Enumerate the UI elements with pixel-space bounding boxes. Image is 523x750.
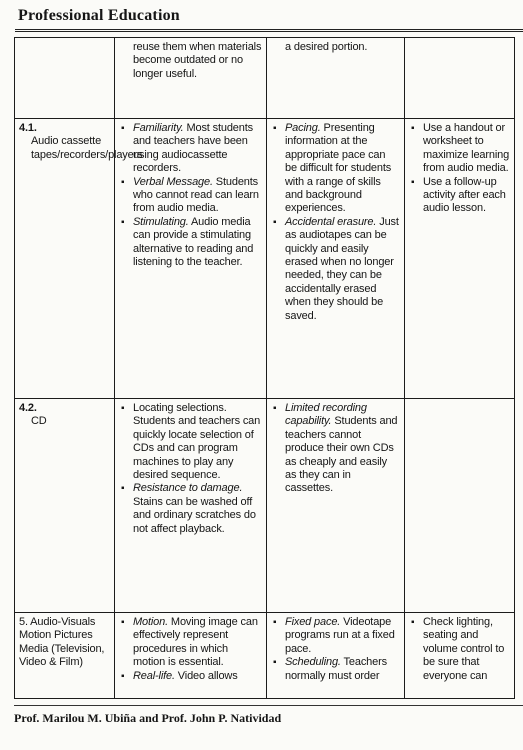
tips-cell xyxy=(405,38,515,119)
media-cell xyxy=(15,38,115,119)
header-rule xyxy=(15,29,523,32)
page-footer: Prof. Marilou M. Ubiña and Prof. John P. Natividad xyxy=(14,711,282,725)
tips-cell xyxy=(405,613,515,699)
limitations-cell xyxy=(267,613,405,699)
media-cell: 4.2. CD xyxy=(15,399,115,613)
table-row xyxy=(15,119,515,399)
advantages-cell xyxy=(115,399,267,613)
media-cell: 5. Audio-Visuals Motion Pictures Media (Television, Video & Film) xyxy=(15,613,115,699)
list-item: ▪ Stimulating. Audio media can provide a stimulating alternative to reading and listening to the teacher. xyxy=(119,216,262,270)
list-item: ▪ Use a follow-up activity after each audio lesson. xyxy=(409,176,510,216)
page-header xyxy=(0,4,523,34)
list-item: ▪ Locating selections. Students and teachers can quickly locate selection of CDs and can program machines to play any desired sequence. xyxy=(119,402,262,482)
list-item: ▪ Check lighting, seating and volume control to be sure that everyone can xyxy=(409,616,510,683)
list-item: ▪ Familiarity. Most students and teachers have been using audiocassette recorders. xyxy=(119,122,262,176)
advantages-cell xyxy=(115,613,267,699)
list-item: a desired portion. xyxy=(285,41,368,53)
list-item: ▪ Resistance to damage. Stains can be washed off and ordinary scratches do not affect playback. xyxy=(119,482,262,536)
advantages-cell xyxy=(115,38,267,119)
limitations-cell xyxy=(267,399,405,613)
table-row xyxy=(15,399,515,613)
list-item: ▪ Use a handout or worksheet to maximize learning from audio media. xyxy=(409,122,510,176)
list-item: reuse them when materials become outdated or no longer useful. xyxy=(133,41,262,80)
advantages-cell xyxy=(115,119,267,399)
media-table xyxy=(14,37,515,699)
page-title: Professional Education xyxy=(18,7,180,24)
footer-rule xyxy=(14,705,523,706)
list-item: ▪ Pacing. Presenting information at the appropriate pace can be difficult for students with a range of skills and background experiences. xyxy=(271,122,400,216)
list-item: ▪ Verbal Message. Students who cannot read can learn from audio media. xyxy=(119,176,262,216)
tips-cell xyxy=(405,119,515,399)
limitations-cell xyxy=(267,119,405,399)
list-item: ▪ Accidental erasure. Just as audiotapes can be quickly and easily erased when no longer needed, they can be accidentally erased when they should be saved. xyxy=(271,216,400,323)
table-row xyxy=(15,38,515,119)
list-item: ▪ Motion. Moving image can effectively represent procedures in which motion is essential. xyxy=(119,616,262,670)
list-item: ▪ Scheduling. Teachers normally must order xyxy=(271,656,400,683)
limitations-cell xyxy=(267,38,405,119)
list-item: ▪ Limited recording capability. Students and teachers cannot produce their own CDs as cheaply and easily as they can in cassettes. xyxy=(271,402,400,496)
list-item: ▪ Fixed pace. Videotape programs run at a fixed pace. xyxy=(271,616,400,656)
list-item: ▪ Real-life. Video allows xyxy=(119,670,262,683)
media-cell: 4.1. Audio cassette tapes/recorders/players xyxy=(15,119,115,399)
table-row xyxy=(15,613,515,699)
tips-cell xyxy=(405,399,515,613)
